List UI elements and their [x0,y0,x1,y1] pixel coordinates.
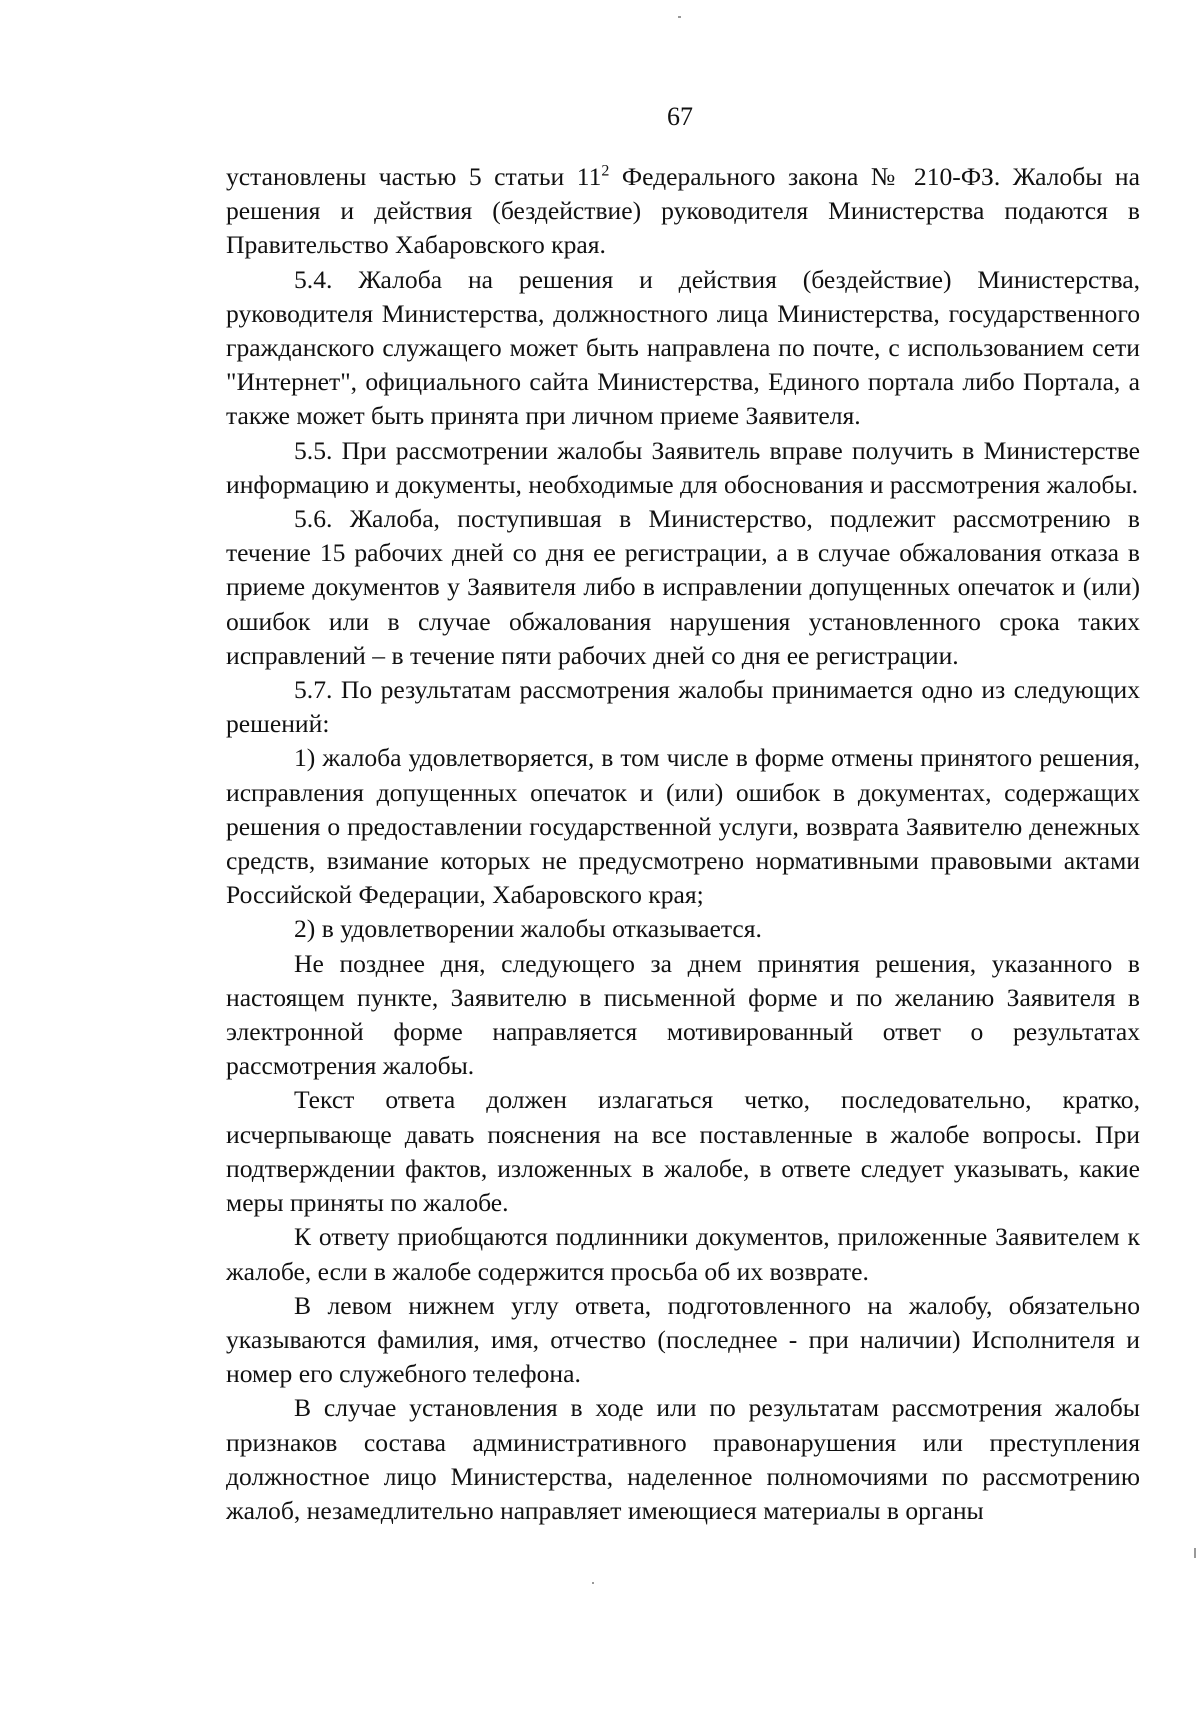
page-number: 67 [667,102,693,131]
paragraph-text-after-superscript: Федерального закона № 210-ФЗ. Жалобы на решения и действия (бездействие) руководителя Министерства подаются в Правительство Хабаровского края. [226,162,1140,260]
paragraph-response-text: Текст ответа должен излагаться четко, последовательно, кратко, исчерпывающе давать пояснения на все поставленные в жалобе вопросы. При подтверждении фактов, изложенных в жалобе, в ответе следует указывать, какие меры приняты по жалобе. [226,1085,1140,1218]
paragraph-originals: К ответу приобщаются подлинники документов, приложенные Заявителем к жалобе, если в жалобе содержится просьба об их возврате. [226,1222,1140,1286]
list-item-2: 2) в удовлетворении жалобы отказывается. [294,914,762,944]
paragraph-5-4: 5.4. Жалоба на решения и действия (бездействие) Министерства, руководителя Министерства, должностного лица Министерства, государственного гражданского служащего может быть направлена по почте, с использованием сети "Интернет", официального сайта Министерства, Единого портала либо Портала, а также может быть принята при личном приеме Заявителя. [226,264,1140,431]
document-body [226,160,1140,1528]
scan-speck [592,1582,594,1584]
paragraph-5-7: 5.7. По результатам рассмотрения жалобы принимается одно из следующих решений: [226,675,1140,739]
scan-speck [1194,1548,1196,1558]
paragraph-violation-referral: В случае установления в ходе или по результатам рассмотрения жалобы признаков состава административного правонарушения или преступления должностное лицо Министерства, наделенное полномочиями по рассмотрению жалоб, незамедлительно направляет имеющиеся материалы в органы [226,1393,1140,1525]
paragraph-5-6: 5.6. Жалоба, поступившая в Министерство, подлежит рассмотрению в течение 15 рабочих дней со дня ее регистрации, а в случае обжалования отказа в приеме документов у Заявителя либо в исправлении допущенных опечаток и (или) ошибок или в случае обжалования нарушения установленного срока таких исправлений – в течение пяти рабочих дней со дня ее регистрации. [226,504,1140,670]
article-superscript: 2 [601,162,610,180]
paragraph-response-deadline: Не позднее дня, следующего за днем принятия решения, указанного в настоящем пункте, Заявителю в письменной форме и по желанию Заявителя в электронной форме направляется мотивированный ответ о результатах рассмотрения жалобы. [226,948,1140,1081]
paragraph-executor-info: В левом нижнем углу ответа, подготовленного на жалобу, обязательно указываются фамилия, имя, отчество (последнее - при наличии) Исполнителя и номер его служебного телефона. [226,1290,1140,1389]
list-item-1: 1) жалоба удовлетворяется, в том числе в форме отмены принятого решения, исправления допущенных опечаток и (или) ошибок в документах, содержащих решения о предоставлении государственной услуги, возврата Заявителю денежных средств, взимание которых не предусмотрено нормативными правовыми актами Российской Федерации, Хабаровского края; [226,743,1140,910]
paragraph-5-5: 5.5. При рассмотрении жалобы Заявитель вправе получить в Министерстве информацию и документы, необходимые для обоснования и рассмотрения жалобы. [226,435,1140,499]
scan-speck [678,16,681,18]
paragraph-continuation [226,160,1140,263]
paragraph-text-before-superscript: установлены частью 5 статьи 11 [226,162,602,191]
